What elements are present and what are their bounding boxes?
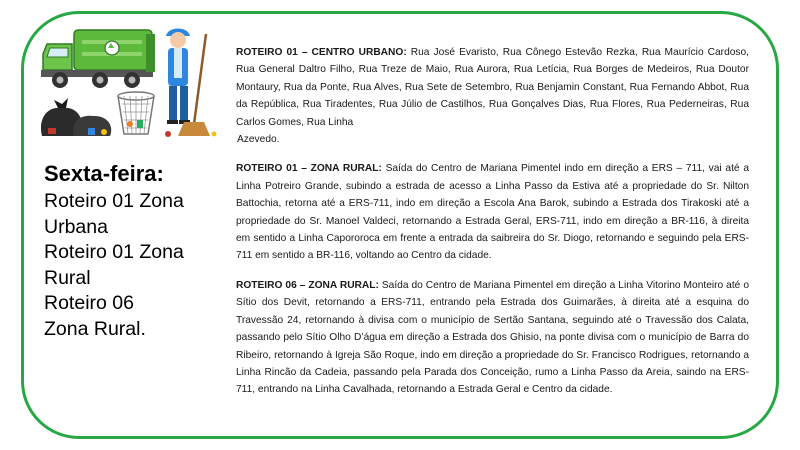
wire-trash-bin-icon bbox=[118, 92, 154, 134]
route-text: Saída do Centro de Mariana Pimentel em direção a Linha Vitorino Monteiro até o Sítio dos Devit, retornando a ERS-711, entrando pela Estrada dos Guimarães, à direita até a esquina do Travessão 24, retornando à divisa com o município de Sertão Santana, seguindo até o Travessão dos Calata, passando pelo Sítio Olho D’água em direção a Estrada dos Ghisio, na ponte divisa com o município de Barra do Ribeiro, retornando à Igreja São Roque, indo em direção a propriedade do Sr. Francisco Rodrigues, retornando a Linha Rincão da Cadeia, passando pela Parada dos Conceição, rumo a Linha Passo da Areia, saindo na ERS-711, entrando na Linha Cavalhada, retornando a Estrada Geral e Centro da cidade. bbox=[236, 279, 749, 396]
route-urban-01 bbox=[236, 44, 749, 148]
garbage-truck-icon bbox=[41, 30, 155, 88]
route-rural-01 bbox=[236, 160, 749, 264]
garbage-collection-illustration bbox=[38, 24, 218, 139]
route-title: ROTEIRO 06 – ZONA RURAL: bbox=[236, 279, 379, 291]
route-text: Rua José Evaristo, Rua Cônego Estevão Rezka, Rua Maurício Cardoso, Rua General Daltro Filho, Rua Treze de Maio, Rua Aurora, Rua Letícia, Rua Borges de Medeiros, Rua Doutor Montaury, Rua da Ponte, Rua Alves, Rua Sete de Setembro, Rua Benjamin Constant, Rua Fernando Abbot, Rua da República, Rua Tiradentes, Rua Júlio de Castilhos, Rua Gonçalves Dias, Rua Flores, Rua Pederneiras, Rua Carlos Gomes, Rua Linha bbox=[236, 47, 749, 128]
route-title: ROTEIRO 01 – CENTRO URBANO: bbox=[236, 47, 407, 58]
route-rural-06 bbox=[236, 277, 749, 399]
route-text: Saída do Centro de Mariana Pimentel indo em direção a ERS – 711, vai até a Linha Potreiro Grande, subindo a estrada de acesso a Linha Passo da Estiva até a propriedade do Sr. Nilton Battochia, retorna até a ERS-711, indo em direção a Escola Ana Barok, subindo a Estrada dos Tirakoski até a propriedade do Sr. Manoel Valdeci, retornando a Estrada Geral, ERS-711, indo em direção a BR-116, à direita em sentido a Linha Capororoca em frente a entrada da saibreira do Sr. Diogo, retornando e seguindo pela ERS-711 em sentido a BR-116, voltando ao Centro da cidade. bbox=[236, 163, 749, 262]
garbage-bags-icon bbox=[41, 98, 111, 136]
schedule-line: Roteiro 06 bbox=[44, 292, 134, 314]
routes-description bbox=[236, 44, 749, 399]
day-title: Sexta-feira: bbox=[44, 161, 164, 186]
schedule-line: Rural bbox=[44, 266, 91, 289]
schedule-panel bbox=[44, 160, 229, 342]
schedule-line: Roteiro 01 Zona bbox=[44, 241, 184, 263]
route-title: ROTEIRO 01 – ZONA RURAL: bbox=[236, 163, 382, 175]
schedule-line: Urbana bbox=[44, 215, 108, 238]
route-text-tail: Azevedo. bbox=[237, 134, 280, 146]
schedule-line: Roteiro 01 Zona bbox=[44, 190, 184, 212]
schedule-line: Zona Rural. bbox=[44, 317, 146, 340]
street-sweeper-icon bbox=[165, 29, 217, 138]
